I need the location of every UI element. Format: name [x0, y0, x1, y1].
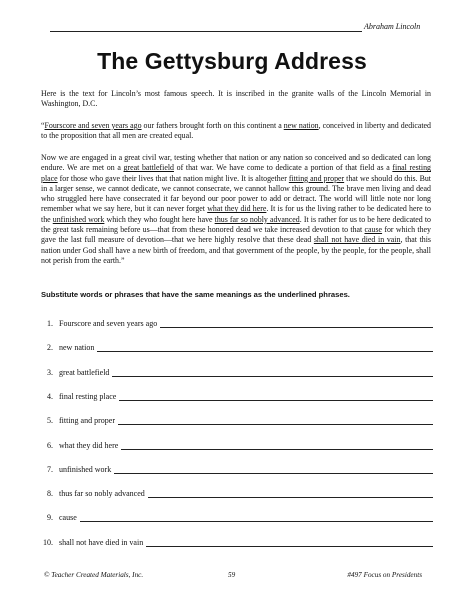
header-rule — [50, 31, 362, 32]
underlined-phrase: Fourscore and seven years ago — [44, 121, 142, 130]
underlined-phrase: final resting place — [41, 163, 431, 183]
exercise-instruction: Substitute words or phrases that have the same meanings as the underlined phrases. — [41, 290, 350, 299]
item-number: 10. — [43, 537, 53, 547]
intro-paragraph: Here is the text for Lincoln’s most famous speech. It is inscribed in the granite walls of the Lincoln Memorial in Washington, D.C. — [41, 89, 431, 109]
item-number: 8. — [47, 489, 53, 499]
item-number: 9. — [47, 513, 53, 523]
speech-text: “ — [41, 121, 45, 130]
item-phrase: final resting place — [59, 391, 117, 401]
exercise-item — [41, 342, 433, 353]
underlined-phrase: cause — [364, 225, 383, 235]
item-number: 1. — [47, 319, 53, 328]
answer-line[interactable] — [160, 327, 433, 328]
exercise-item — [41, 537, 433, 548]
answer-line[interactable] — [97, 351, 433, 352]
exercise-item — [41, 367, 433, 378]
item-number: 3. — [47, 367, 53, 377]
answer-line[interactable] — [148, 497, 433, 498]
speech-text: our fathers brought forth on this continent a — [141, 121, 284, 130]
speech-text: for those who gave their lives that that nation might live. It is altogether — [57, 173, 289, 183]
exercise-item — [41, 318, 433, 329]
item-phrase: cause — [59, 513, 77, 523]
exercise-item — [41, 391, 433, 402]
underlined-phrase: thus far so nobly advanced — [214, 214, 300, 224]
answer-line[interactable] — [121, 449, 433, 450]
speech-paragraph-1 — [41, 121, 431, 142]
footer-page-number: 59 — [228, 571, 236, 579]
answer-line[interactable] — [112, 376, 433, 377]
answer-line[interactable] — [114, 473, 433, 474]
exercise-item — [41, 440, 433, 451]
speech-text: of that war. We have come to dedicate a portion of that field as a — [173, 163, 393, 173]
speech-text: Now we are engaged in a great civil war, testing whether that nation or any nation so conceived and so dedicated can long endure. We are met on a — [41, 153, 431, 173]
speech-text: which they who fought here have — [104, 214, 215, 224]
speech-text: that we should do this. But in a larger sense, we cannot dedicate, we cannot consecrate, we cannot hallow this ground. The brave men living and dead who struggled here have consecrated it far beyond our poor power to add or detract. The world will little note nor long remember what we say here, but it can never forget — [41, 173, 431, 214]
footer-copyright: © Teacher Created Materials, Inc. — [44, 571, 144, 579]
underlined-phrase: new nation — [283, 121, 319, 130]
item-phrase: great battlefield — [59, 367, 110, 377]
item-phrase: unfinished work — [59, 464, 112, 474]
item-number: 6. — [47, 440, 53, 450]
underlined-phrase: what they did here — [207, 204, 267, 214]
underlined-phrase: great battlefield — [123, 163, 174, 173]
speech-text: . It is rather for us to be here dedicated to the great task remaining before us—that from these honored dead we take increased devotion to that — [41, 214, 431, 235]
speech-text: , that this nation under God shall have a new birth of freedom, and that government of the people, by the people, for the people, shall not perish from the earth.” — [41, 235, 432, 265]
underlined-phrase: fitting and proper — [288, 173, 345, 183]
answer-line[interactable] — [119, 400, 433, 401]
item-number: 7. — [47, 464, 53, 474]
page-title: The Gettysburg Address — [97, 48, 367, 74]
answer-line[interactable] — [80, 521, 433, 522]
underlined-phrase: shall not have died in vain — [313, 235, 401, 245]
underlined-phrase: unfinished work — [52, 214, 105, 224]
item-phrase: thus far so nobly advanced — [59, 489, 145, 499]
item-number: 2. — [47, 343, 53, 353]
exercise-item — [41, 512, 433, 523]
item-number: 4. — [47, 391, 53, 401]
speech-text: . It is for us the living rather to be dedicated here to the — [41, 204, 431, 224]
header-author: Abraham Lincoln — [364, 22, 421, 31]
exercise-item — [41, 488, 433, 499]
answer-line[interactable] — [146, 546, 433, 547]
answer-line[interactable] — [118, 424, 433, 425]
item-phrase: shall not have died in vain — [59, 537, 144, 547]
exercise-item — [41, 415, 433, 426]
item-phrase: what they did here — [59, 440, 119, 450]
speech-paragraph-2 — [41, 153, 431, 266]
speech-text: for which they gave the last full measure of devotion—that we here highly resolve that these dead — [41, 225, 431, 245]
footer-series: #497 Focus on Presidents — [347, 571, 422, 579]
exercise-item — [41, 464, 433, 475]
item-number: 5. — [47, 416, 53, 426]
speech-text: , conceived in liberty and dedicated to the proposition that all men are created equal. — [41, 121, 431, 141]
item-phrase: fitting and proper — [59, 416, 115, 426]
item-phrase: new nation — [59, 343, 95, 353]
item-phrase: Fourscore and seven years ago — [59, 319, 158, 328]
